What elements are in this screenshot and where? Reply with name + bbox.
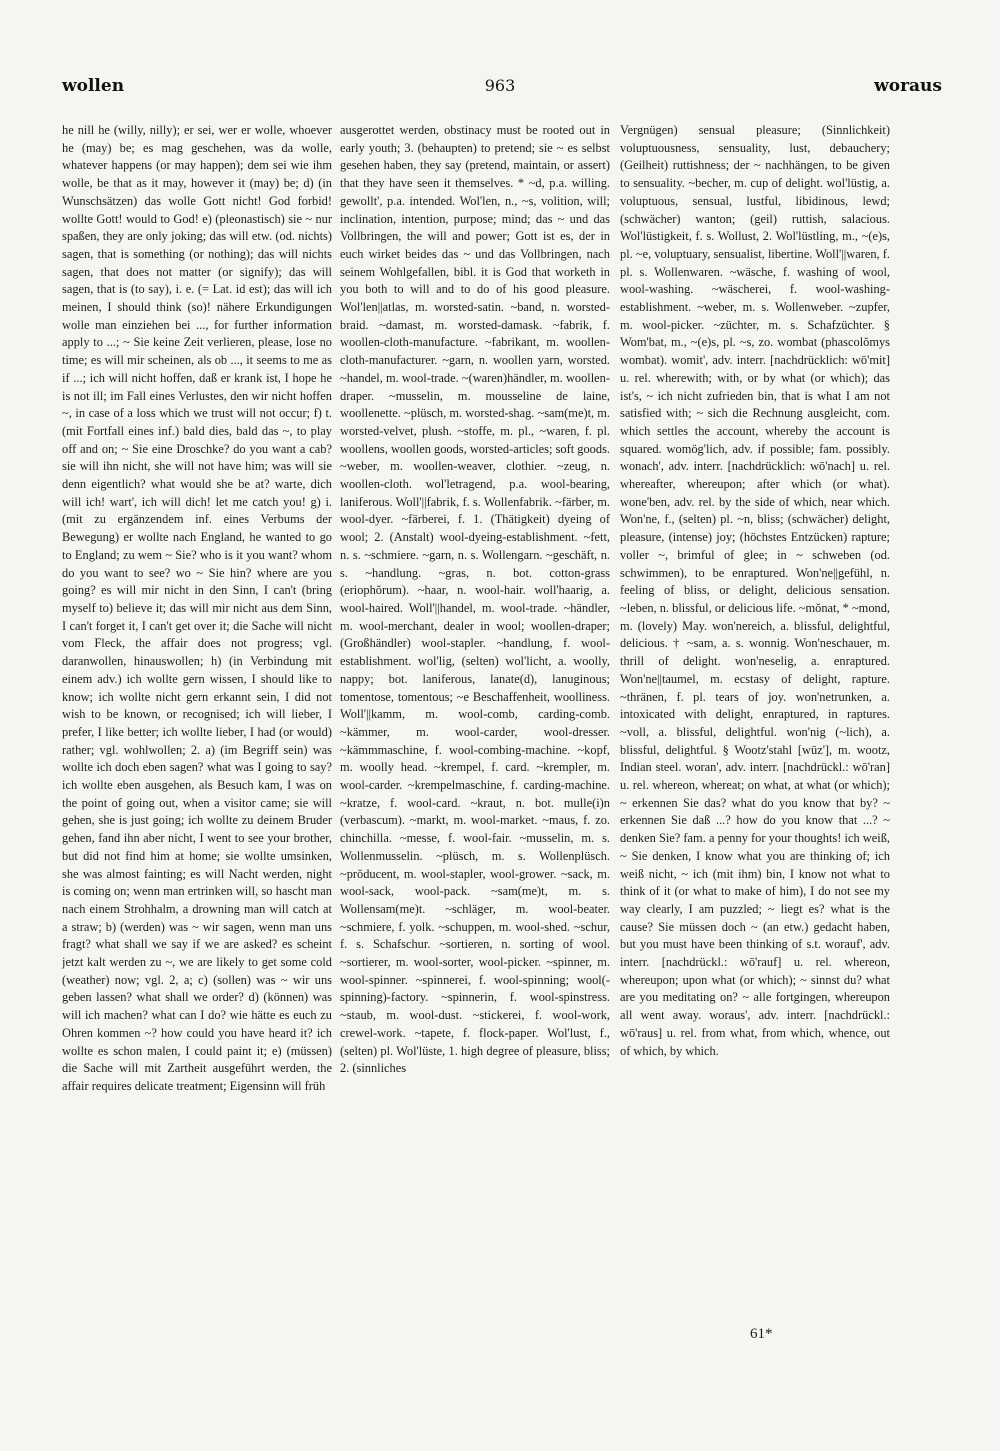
column-3-text: Vergnügen) sensual pleasure; (Sinnlichkeit) voluptuousness, sensuality, lust, debauchery; (Geilheit) ruttishness; der ~ nachhängen, to be given to sensuality. ~becher, m. cup of delight. wol'lüstig, a. voluptuous, sensual, lustful, libidinous, lewd; (schwächer) wanton; (geil) ruttish, salacious. Wol'lüstigkeit, f. s. Wollust, 2. Wol'lüstling, m., ~(e)s, pl. ~e, voluptuary, sensualist, libertine. Woll'||waren, f. pl. s. Wollenwaren. ~wäsche, f. washing of wool, wool-washing. ~wäscherei, f. wool-washing-establishment. ~weber, m. s. Wollenweber. ~zupfer, m. wool-picker. ~züchter, m. s. Schafzüchter. § Wom'bat, m., ~(e)s, pl. ~s, zo. wombat (phascolŏmys wombat). womit', adv. interr. [nachdrücklich: wō'mit] u. rel. wherewith; with, or by what (or which); das ist's, ~ ich nicht zufrieden bin, that is what I am not satisfied with; ~ sich die Rechnung ausgleicht, com. which settles the account, whereby the account is squared. womög'lich, adv. if possible; fam. possibly. wonach', adv. interr. [nachdrücklich: wō'nach] u. rel. whereafter, whereupon; after which (or what). wone'ben, adv. rel. by the side of which, near which. Won'ne, f., (selten) pl. ~n, bliss; (schwächer) delight, pleasure, (intense) joy; (höchstes Entzücken) rapture; voller ~, brimful of glee; in ~ schweben (od. schwimmen), to be enraptured. Won'ne||gefühl, n. feeling of bliss, or delight, delicious sensation. ~leben, n. blissful, or delicious life. ~mŏnat, * ~mond, m. (lovely) May. won'nereich, a. blissful, delightful, delicious. † ~sam, a. s. wonnig. Won'neschauer, m. thrill of delight. won'neselig, a. enraptured. Won'ne||taumel, m. ecstasy of delight, rapture. ~thränen, f. pl. tears of joy. won'netrunken, a. intoxicated with delight, enraptured, in raptures. ~voll, a. blissful, delightful. won'nig (~lich), a. blissful, delightful. § Wootz'stahl [wūz'], m. wootz, Indian steel. woran', adv. interr. [nachdrückl.: wō'ran] u. rel. whereon, whereat; on what, at what (or which); ~ erkennen Sie das? what do you know that by? ~ erkennen Sie daß ...? how do you know that ...? ~ denken Sie? fam. a penny for your thoughts! ich weiß, ~ Sie denken, I know what you are thinking of; ich weiß nicht, ~ ich (mit ihm) bin, I know not what to think of it (or what to make of him), I do not see my way clearly, I am puzzled; ~ liegt es? what is the cause? Sie müssen doch ~ (an etw.) gedacht haben, but you must have been thinking of s.t. worauf', adv. interr. [nachdrückl.: wō'rauf] u. rel. whereon, whereupon; upon what (or which); ~ sinnst du? what are you meditating on? ~ alle fortgingen, whereupon all went away. woraus', adv. interr. [nachdrückl.: wō'raus] u. rel. from what, from which, whence, out of which, by which. bbox=[620, 123, 890, 1058]
column-1 bbox=[62, 122, 332, 1360]
sheet-signature: 61* bbox=[750, 1326, 773, 1342]
column-2-text: ausgerottet werden, obstinacy must be rooted out in early youth; 3. (behaupten) to pretend; sie ~ es selbst gesehen haben, they say (pretend, maintain, or assert) that they have seen it themselves. * ~d, p.a. willing. gewollt', p.a. intended. Wol'len, n., ~s, volition, will; inclination, intention, purpose; mind; das ~ und das Vollbringen, the will and power; Gott ist es, der in euch wirket beides das ~ und das Vollbringen, nach seinem Wohlgefallen, bibl. it is God that worketh in you both to will and to do of his good pleasure. Wol'len||atlas, m. worsted-satin. ~band, n. worsted-braid. ~damast, m. worsted-damask. ~fabrik, f. woollen-cloth-manufacture. ~fabrikant, m. woollen-cloth-manufacturer. ~garn, n. woollen yarn, worsted. ~handel, m. wool-trade. ~(waren)händler, m. woollen-draper. ~musselin, m. mousseline de laine, woollenette. ~plüsch, m. worsted-shag. ~sam(me)t, m. worsted-velvet, plush. ~stoffe, m. pl., ~waren, f. pl. woollens, woollen goods, worsted-articles; soft goods. ~weber, m. woollen-weaver, clothier. ~zeug, n. woollen-cloth. wol'letragend, p.a. wool-bearing, laniferous. Woll'||fabrik, f. s. Wollenfabrik. ~färber, m. wool-dyer. ~färberei, f. 1. (Thätigkeit) dyeing of wool; 2. (Anstalt) wool-dyeing-establishment. ~fett, n. s. ~schmiere. ~garn, n. s. Wollengarn. ~geschäft, n. s. ~handlung. ~gras, n. bot. cotton-grass (eriophŏrum). ~haar, n. wool-hair. woll'haarig, a. wool-haired. Woll'||handel, m. wool-trade. ~händler, m. wool-merchant, dealer in wool; woollen-draper; (Großhändler) wool-stapler. ~handlung, f. wool-establishment. wol'lig, (selten) wol'licht, a. woolly, nappy; bot. laniferous, lanate(d), lanuginous; tomentose, tomentous; ~e Beschaffenheit, woolliness. Woll'||kamm, m. wool-comb, carding-comb. ~kämmer, m. wool-carder, wool-dresser. ~kämmmaschine, f. wool-combing-machine. ~kopf, m. woolly head. ~krempel, f. card. ~krempler, m. wool-carder. ~krempelmaschine, f. carding-machine. ~kratze, f. wool-card. ~kraut, n. bot. mulle(i)n (verbascum). ~markt, m. wool-market. ~maus, f. zo. chinchilla. ~messe, f. wool-fair. ~musselin, m. s. Wollenmusselin. ~plüsch, m. s. Wollenplüsch. ~prŏducent, m. wool-stapler, wool-grower. ~sack, m. wool-sack, wool-pack. ~sam(me)t, m. s. Wollensam(me)t. ~schläger, m. wool-beater. ~schmiere, f. yolk. ~schuppen, m. wool-shed. ~schur, f. s. Schafschur. ~sortieren, n. sorting of wool. ~sortierer, m. wool-sorter, wool-picker. ~spinner, m. wool-spinner. ~spinnerei, f. wool-spinning; wool(-spinning)-factory. ~spinnerin, f. wool-spinstress. ~staub, m. wool-dust. ~stickerei, f. wool-work, crewel-work. ~tapete, f. flock-paper. Wol'lust, f., (selten) pl. Wol'lüste, 1. high degree of pleasure, bliss; 2. (sinnliches bbox=[340, 123, 610, 1076]
column-1-text: he nill he (willy, nilly); er sei, wer er wolle, whoever he (may) be; es mag geschehen, was da wolle, whatever happens (or may happen); dem sei wie ihm wolle, be that as it may, however it (may) be; d) (in Wunschsätzen) das wolle Gott nicht! God forbid! wollte Gott! would to God! e) (pleonastisch) sie ~ nur spaßen, they are only joking; das will etw. (od. nichts) sagen, that is something (or nothing); das will nichts sagen, that does not matter (or signify); das will sagen, that is (to say), i. e. (= Lat. id est); das will ich meinen, I should think (so)! nähere Erkundigungen wolle man einziehen bei ..., for further information apply to ...; ~ Sie keine Zeit verlieren, please, lose no time; es will mir scheinen, als ob ..., it seems to me as if ...; ich will nicht hoffen, daß er krank ist, I hope he is not ill; im Fall eines Verlustes, den wir nicht hoffen ~, in case of a loss which we trust will not occur; f) t. (mit Fortfall eines inf.) bald dies, bald das ~, to play off and on; ~ Sie eine Droschke? do you want a cab? sie will ihn nicht, she will not have him; was will sie denn eigentlich? what would she be at? warte, dich will ich! wart', ich will dich! let me catch you! g) i. (mit zu ergänzendem inf. eines Verbums der Bewegung) er wollte nach England, he wanted to go to England; zu wem ~ Sie? who is it you want? whom do you want to see? wo ~ Sie hin? where are you going? es will mir nicht in den Sinn, I can't (bring myself to) believe it; das will mir nicht aus dem Sinn, I can't forget it, I can't get over it; die Sache will nicht vom Fleck, the affair does not progress; vgl. daranwollen, hinauswollen; h) (in Verbindung mit einem adv.) ich wollte gern wissen, I should like to know; ich wollte nicht gern erkannt sein, I did not wish to be known, or recognised; ich will lieber, I prefer, I like better; ich wollte lieber, I had (or would) rather; vgl. wohlwollen; 2. a) (im Begriff sein) was wollte ich doch eben sagen? what was I going to say? ich wollte eben ausgehen, als Besuch kam, I was on the point of going out, when a visitor came; sie will gehen, she is just going; ich wollte zu deinem Bruder gehen, fand ihn aber nicht, I went to see your brother, but did not find him at home; sie wollte umsinken, she was almost fainting; es will Nacht werden, night is coming on; wenn man ertrinken will, so hascht man nach einem Strohhalm, a drowning man will catch at a straw; b) (werden) was ~ wir sagen, wenn man uns fragt? what shall we say if we are asked? es scheint jetzt kalt werden zu ~, we are likely to get some cold (weather) now; vgl. 2, a; c) (sollen) was ~ wir uns geben lassen? what shall we order? d) (können) was will ich machen? what can I do? wie hätte es euch zu Ohren kommen ~? how could you have heard it? ich wollte es schon malen, I could paint it; e) (müssen) die Sache will mit Zartheit ausgeführt werden, the affair requires delicate treatment; Eigensinn will früh bbox=[62, 123, 332, 1093]
page-number: 963 bbox=[484, 76, 516, 95]
column-3 bbox=[620, 122, 890, 1360]
running-head-last-word: woraus bbox=[874, 76, 942, 96]
running-head-first-word: wollen bbox=[62, 76, 125, 96]
column-2 bbox=[340, 122, 610, 1360]
